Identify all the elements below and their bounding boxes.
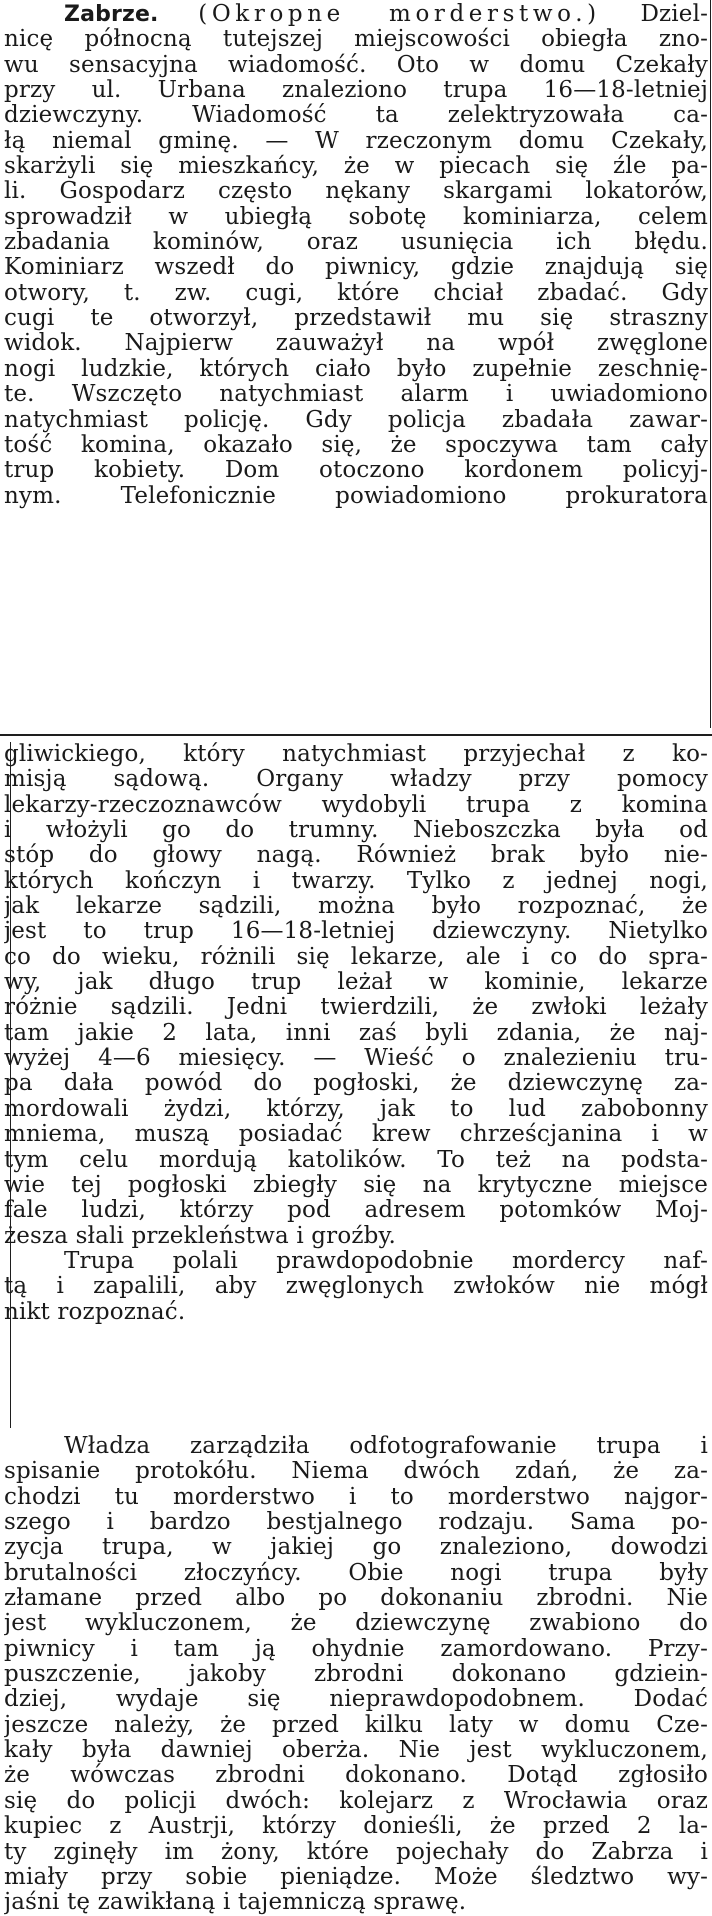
- text-line: kały była dawniej oberża. Nie jest wykluczonem,: [4, 1738, 708, 1764]
- text-line: piwnicy i tam ją ohydnie zamordowano. Przy-: [4, 1636, 708, 1662]
- text-line: mordowali żydzi, którzy, jak to lud zabobonny: [4, 1096, 708, 1122]
- text-line: wu sensacyjna wiadomość. Oto w domu Czekały: [4, 52, 708, 78]
- text-line: natychmiast policję. Gdy policja zbadała zawar-: [4, 407, 708, 433]
- text-line: dziewczyny. Wiadomość ta zelektryzowała ca-: [4, 103, 708, 129]
- text-line: się do policji dwóch: kolejarz z Wrocławia oraz: [4, 1788, 708, 1814]
- text-line: tam jakie 2 lata, inni zaś byli zdania, że naj-: [4, 1020, 708, 1046]
- text-line: jak lekarze sądzili, można było rozpoznać, że: [4, 894, 708, 920]
- text-line: wyżej 4—6 miesięcy. — Wieść o znalezieniu tru-: [4, 1046, 708, 1072]
- article-subtitle: (Okropne morderstwo.): [198, 2, 601, 27]
- text-line: spisanie protokółu. Niema dwóch zdań, że za-: [4, 1459, 708, 1485]
- text-line: cugi te otworzył, przedstawił mu się straszny: [4, 306, 708, 332]
- column-divider-horizontal: [0, 734, 712, 736]
- text-line: i włożyli go do trumny. Nieboszczka była od: [4, 818, 708, 844]
- headline-line: [4, 2, 708, 27]
- text-line: jeszcze należy, że przed kilku laty w domu Cze-: [4, 1712, 708, 1738]
- text-line: zbadania kominów, oraz usunięcia ich błędu.: [4, 230, 708, 256]
- text-line: zycja trupa, w jakiej go znaleziono, dowodzi: [4, 1535, 708, 1561]
- text-line: tość komina, okazało się, że spoczywa tam cały: [4, 432, 708, 458]
- article-column-1: [4, 2, 708, 509]
- text-line: wie tej pogłoski zbiegły się na krytyczne miejsce: [4, 1172, 708, 1198]
- text-line: fale ludzi, którzy pod adresem potomków Moj-: [4, 1198, 708, 1224]
- text-line: stóp do głowy nagą. Również brak było nie-: [4, 843, 708, 869]
- text-line: te. Wszczęto natychmiast alarm i uwiadomiono: [4, 382, 708, 408]
- text-line: szego i bardzo bestjalnego rodzaju. Sama po-: [4, 1510, 708, 1536]
- text-line: misją sądową. Organy władzy przy pomocy: [4, 767, 708, 793]
- text-line: łą niemal gminę. — W rzeczonym domu Czekały,: [4, 128, 708, 154]
- text-line: li. Gospodarz często nękany skargami lokatorów,: [4, 179, 708, 205]
- text-line: pa dała powód do pogłoski, że dziewczynę za-: [4, 1071, 708, 1097]
- text-line: gliwickiego, który natychmiast przyjechał z ko-: [4, 742, 708, 767]
- text-line: sprowadził w ubiegłą sobotę kominiarza, celem: [4, 204, 708, 230]
- text-line: ty zginęły im żony, które pojechały do Zabrza i: [4, 1839, 708, 1865]
- text-line: Władza zarządziła odfotografowanie trupa i: [64, 1434, 708, 1459]
- article-lead: Zabrze.: [64, 2, 159, 27]
- text-line: tym celu mordują katolików. To też na podsta-: [4, 1147, 708, 1173]
- text-line: kupiec z Austrji, którzy donieśli, że przed 2 la-: [4, 1814, 708, 1840]
- text-line: nicę północną tutejszej miejscowości obiegła zno-: [4, 27, 708, 53]
- column-edge-vertical: [710, 0, 711, 728]
- text-line: jest to trup 16—18-letniej dziewczyny. Nietylko: [4, 919, 708, 945]
- text-line: których kończyn i twarzy. Tylko z jednej nogi,: [4, 868, 708, 894]
- text-line: chodzi tu morderstwo i to morderstwo najgor-: [4, 1484, 708, 1510]
- text-line: jaśni tę zawikłaną i tajemniczą sprawę.: [4, 1890, 467, 1916]
- text-line: puszczenie, jakoby zbrodni dokonano gdziein-: [4, 1662, 708, 1688]
- text-line: że wówczas zbrodni dokonano. Dotąd zgłosiło: [4, 1763, 708, 1789]
- text-line: nikt rozpoznać.: [4, 1299, 186, 1325]
- text-line: co do wieku, różnili się lekarze, ale i co do spra-: [4, 944, 708, 970]
- text-line: złamane przed albo po dokonaniu zbrodni. Nie: [4, 1586, 708, 1612]
- text-line: skarżyli się mieszkańcy, że w piecach się źle pa-: [4, 154, 708, 180]
- text-line: przy ul. Urbana znaleziono trupa 16—18-letniej: [4, 78, 708, 104]
- article-column-3: [4, 1434, 708, 1916]
- text-line: nym. Telefonicznie powiadomiono prokuratora: [4, 483, 708, 509]
- text-line: wy, jak długo trup leżał w kominie, lekarze: [4, 970, 708, 996]
- text-line: widok. Najpierw zauważył na wpół zwęglone: [4, 331, 708, 357]
- text-line: trup kobiety. Dom otoczono kordonem policyj-: [4, 458, 708, 484]
- text-line: miały przy sobie pieniądze. Może śledztwo wy-: [4, 1864, 708, 1890]
- text-line: dziej, wydaje się nieprawdopodobnem. Dodać: [4, 1687, 708, 1713]
- text-line: Trupa polali prawdopodobnie mordercy naf-: [64, 1248, 708, 1274]
- article-column-2: [4, 742, 708, 1325]
- text-line: otwory, t. zw. cugi, które chciał zbadać. Gdy: [4, 280, 708, 306]
- text-line: żesza słali przekleństwa i groźby.: [4, 1223, 397, 1249]
- text-line: nogi ludzkie, których ciało było zupełnie zeschnię-: [4, 356, 708, 382]
- text-line: lekarzy-rzeczoznawców wydobyli trupa z komina: [4, 792, 708, 818]
- text-line: różnie sądzili. Jedni twierdzili, że zwłoki leżały: [4, 995, 708, 1021]
- text-line: Dziel-: [640, 2, 708, 27]
- text-line: tą i zapalili, aby zwęglonych zwłoków nie mógł: [4, 1274, 708, 1300]
- text-line: jest wykluczonem, że dziewczynę zwabiono do: [4, 1611, 708, 1637]
- text-line: Kominiarz wszedł do piwnicy, gdzie znajdują się: [4, 255, 708, 281]
- text-line: mniema, muszą posiadać krew chrześcjanina i w: [4, 1122, 708, 1148]
- text-line: brutalności złoczyńcy. Obie nogi trupa były: [4, 1560, 708, 1586]
